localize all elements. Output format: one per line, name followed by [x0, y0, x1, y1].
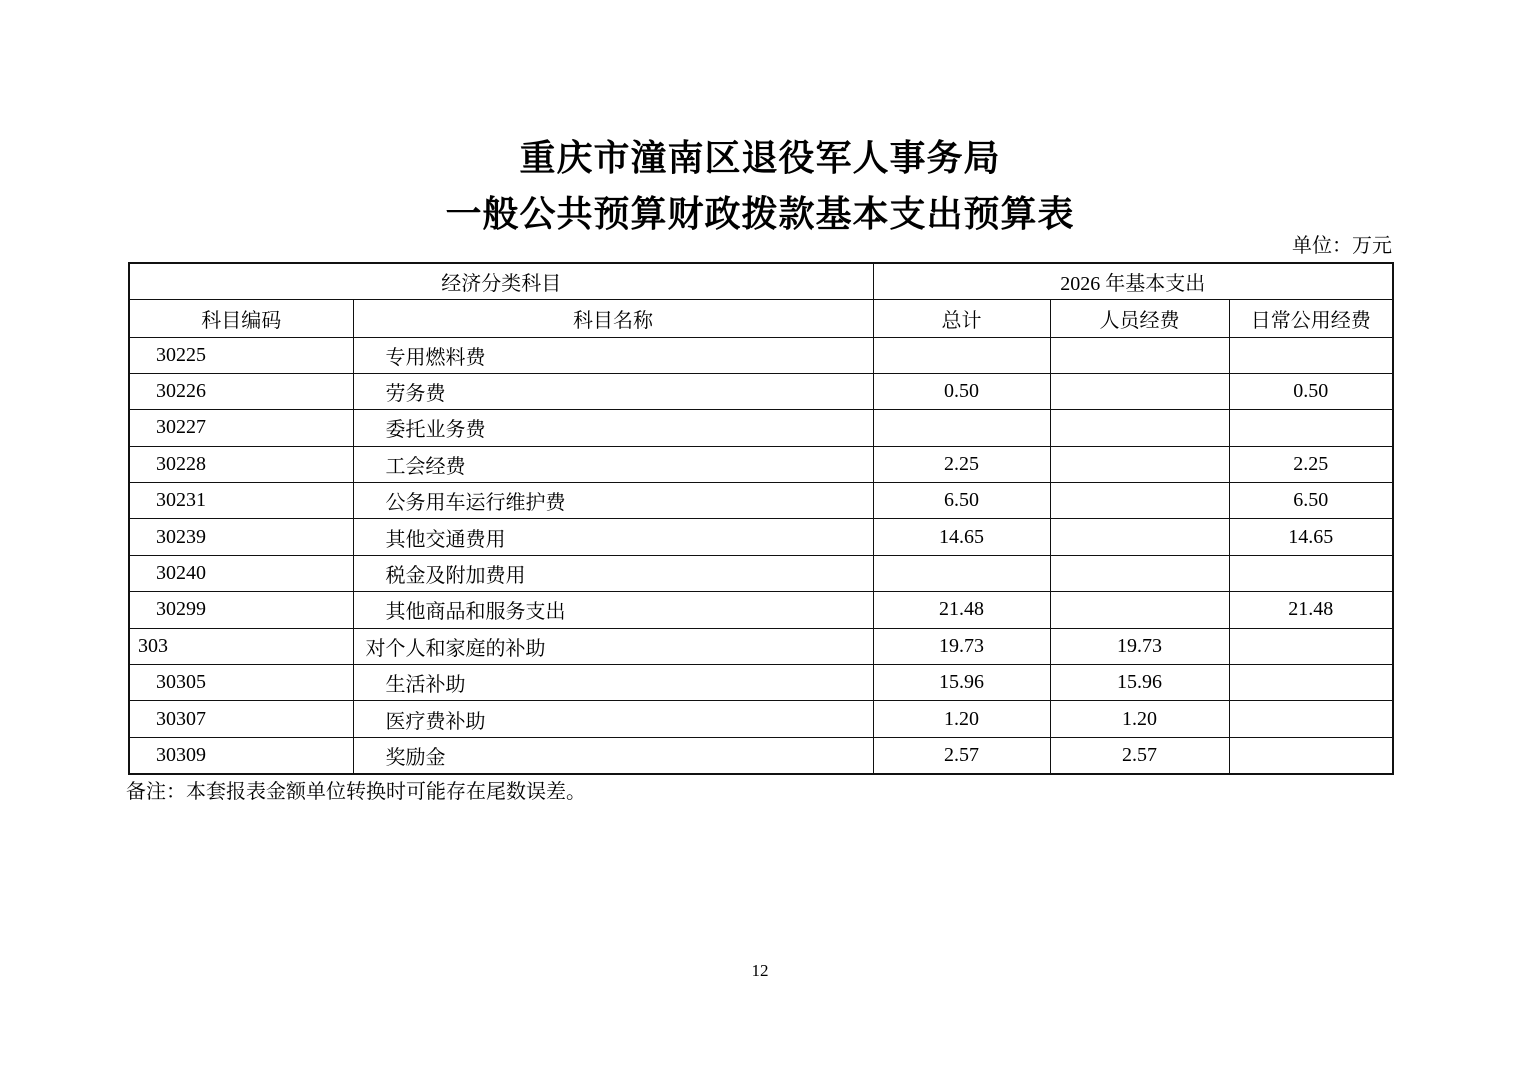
row-daily-public-value: 6.50	[1229, 483, 1393, 519]
row-subject-name: 公务用车运行维护费	[353, 483, 873, 519]
budget-table-header	[129, 263, 1393, 337]
row-personnel-value	[1050, 410, 1229, 446]
row-daily-public-value	[1229, 665, 1393, 701]
row-daily-public-value: 0.50	[1229, 373, 1393, 409]
row-subject-name: 生活补助	[353, 665, 873, 701]
row-subject-code: 30228	[129, 446, 353, 482]
row-subject-name: 奖励金	[353, 737, 873, 773]
row-total-value: 2.57	[873, 737, 1050, 773]
row-subject-name: 委托业务费	[353, 410, 873, 446]
header-basic-expenditure-2026: 2026 年基本支出	[873, 263, 1393, 299]
row-total-value: 15.96	[873, 665, 1050, 701]
column-header-personnel-funds: 人员经费	[1050, 299, 1229, 337]
row-daily-public-value	[1229, 701, 1393, 737]
row-total-value	[873, 337, 1050, 373]
row-total-value: 1.20	[873, 701, 1050, 737]
row-subject-code: 30227	[129, 410, 353, 446]
row-daily-public-value	[1229, 555, 1393, 591]
header-columns-row	[129, 299, 1393, 337]
table-row	[129, 373, 1393, 409]
row-total-value: 14.65	[873, 519, 1050, 555]
row-personnel-value	[1050, 592, 1229, 628]
column-header-subject-name: 科目名称	[353, 299, 873, 337]
row-subject-name: 其他商品和服务支出	[353, 592, 873, 628]
row-personnel-value	[1050, 519, 1229, 555]
row-personnel-value	[1050, 446, 1229, 482]
column-header-subject-code: 科目编码	[129, 299, 353, 337]
row-personnel-value	[1050, 373, 1229, 409]
row-total-value: 19.73	[873, 628, 1050, 664]
row-subject-code: 30231	[129, 483, 353, 519]
header-economic-classification: 经济分类科目	[129, 263, 873, 299]
row-subject-name: 税金及附加费用	[353, 555, 873, 591]
table-row	[129, 410, 1393, 446]
row-total-value: 21.48	[873, 592, 1050, 628]
row-total-value: 6.50	[873, 483, 1050, 519]
footnote-remark: 备注：本套报表金额单位转换时可能存在尾数误差。	[126, 781, 586, 803]
page-title-table-name: 一般公共预算财政拨款基本支出预算表	[445, 194, 1075, 234]
row-subject-name: 对个人和家庭的补助	[353, 628, 873, 664]
row-subject-name: 专用燃料费	[353, 337, 873, 373]
column-header-daily-public-funds: 日常公用经费	[1229, 299, 1393, 337]
row-daily-public-value	[1229, 737, 1393, 773]
table-row	[129, 483, 1393, 519]
row-subject-code: 30240	[129, 555, 353, 591]
row-personnel-value: 19.73	[1050, 628, 1229, 664]
row-personnel-value	[1050, 337, 1229, 373]
row-personnel-value: 2.57	[1050, 737, 1229, 773]
row-subject-name: 其他交通费用	[353, 519, 873, 555]
table-row	[129, 519, 1393, 555]
row-daily-public-value	[1229, 410, 1393, 446]
table-row	[129, 628, 1393, 664]
row-total-value: 2.25	[873, 446, 1050, 482]
table-row	[129, 337, 1393, 373]
row-subject-code: 30299	[129, 592, 353, 628]
row-total-value: 0.50	[873, 373, 1050, 409]
row-subject-code: 30225	[129, 337, 353, 373]
table-row	[129, 737, 1393, 773]
row-subject-name: 工会经费	[353, 446, 873, 482]
row-subject-code: 30239	[129, 519, 353, 555]
row-personnel-value	[1050, 555, 1229, 591]
row-daily-public-value: 21.48	[1229, 592, 1393, 628]
table-row	[129, 555, 1393, 591]
row-subject-name: 劳务费	[353, 373, 873, 409]
row-daily-public-value	[1229, 628, 1393, 664]
header-group-row	[129, 263, 1393, 299]
row-daily-public-value	[1229, 337, 1393, 373]
table-row	[129, 446, 1393, 482]
row-total-value	[873, 555, 1050, 591]
table-row	[129, 701, 1393, 737]
row-personnel-value: 15.96	[1050, 665, 1229, 701]
row-daily-public-value: 2.25	[1229, 446, 1393, 482]
table-row	[129, 665, 1393, 701]
row-subject-code: 30226	[129, 373, 353, 409]
row-personnel-value: 1.20	[1050, 701, 1229, 737]
row-subject-code: 30305	[129, 665, 353, 701]
page-number: 12	[751, 961, 769, 980]
budget-table-body	[129, 337, 1393, 774]
row-subject-name: 医疗费补助	[353, 701, 873, 737]
budget-table	[128, 262, 1394, 775]
row-subject-code: 30309	[129, 737, 353, 773]
row-subject-code: 30307	[129, 701, 353, 737]
table-row	[129, 592, 1393, 628]
row-total-value	[873, 410, 1050, 446]
unit-label: 单位：万元	[1292, 235, 1392, 257]
row-daily-public-value: 14.65	[1229, 519, 1393, 555]
column-header-total: 总计	[873, 299, 1050, 337]
row-subject-code: 303	[129, 628, 353, 664]
row-personnel-value	[1050, 483, 1229, 519]
page-title-org: 重庆市潼南区退役军人事务局	[519, 138, 1001, 178]
